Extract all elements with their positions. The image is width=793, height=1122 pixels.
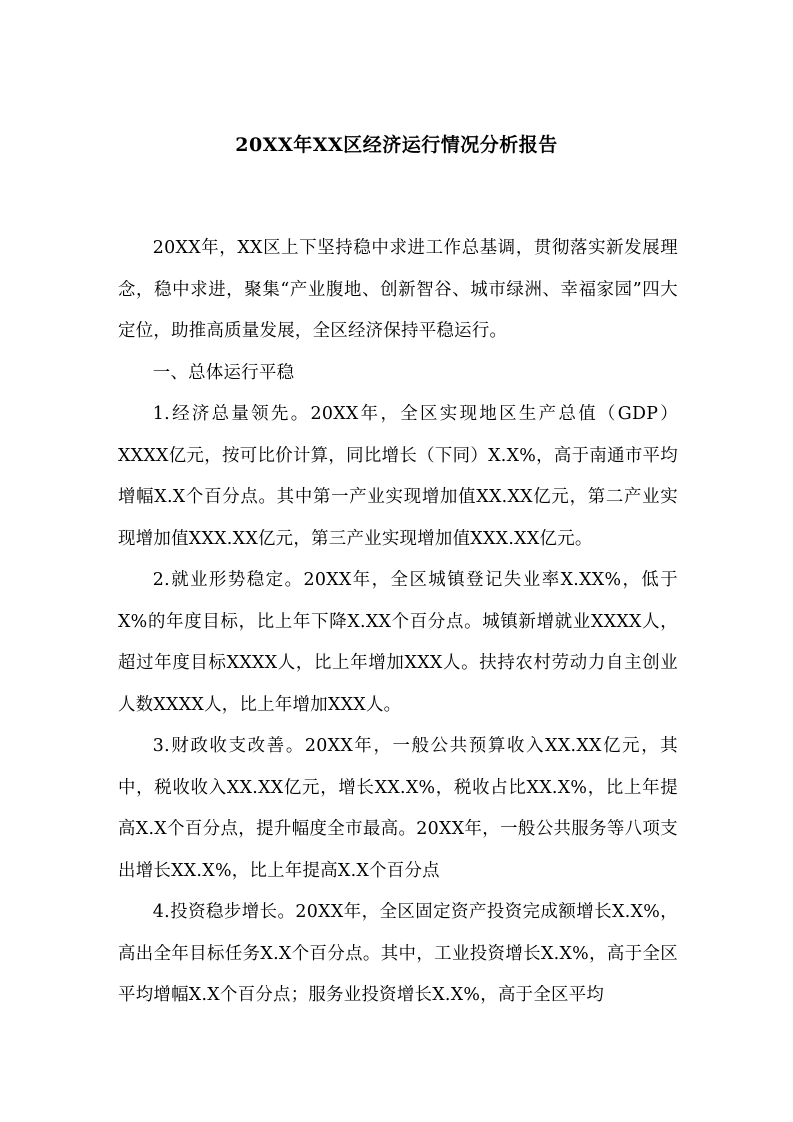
paragraph-economic-total: 1.经济总量领先。20XX年，全区实现地区生产总值（GDP）XXXX亿元，按可比价计算，同比增长（下同）X.X%，高于南通市平均增幅X.X个百分点。其中第一产业实现增加值XX.XX亿元，第二产业实现增加值XXX.XX亿元，第三产业实现增加值XXX.XX亿元。 bbox=[118, 404, 678, 549]
paragraph-fiscal: 3.财政收支改善。20XX年，一般公共预算收入XX.XX亿元，其中，税收收入XX.XX亿元，增长XX.X%，税收占比XX.X%，比上年提高X.X个百分点，提升幅度全市最高。20XX年，一般公共服务等八项支出增长XX.X%，比上年提高X.X个百分点 bbox=[118, 736, 678, 881]
paragraph-employment: 2.就业形势稳定。20XX年，全区城镇登记失业率X.XX%，低于X%的年度目标，比上年下降X.XX个百分点。城镇新增就业XXXX人，超过年度目标XXXX人，比上年增加XXX人。扶持农村劳动力自主创业人数XXXX人，比上年增加XXX人。 bbox=[118, 570, 678, 715]
report-title: 20XX年XX区经济运行情况分析报告 bbox=[235, 134, 558, 156]
intro-paragraph: 20XX年，XX区上下坚持稳中求进工作总基调，贯彻落实新发展理念，稳中求进，聚集“产业腹地、创新智谷、城市绿洲、幸福家园”四大定位，助推高质量发展，全区经济保持平稳运行。 bbox=[118, 238, 678, 341]
report-body bbox=[118, 228, 678, 1017]
paragraph-investment: 4.投资稳步增长。20XX年，全区固定资产投资完成额增长X.X%，高出全年目标任务X.X个百分点。其中，工业投资增长X.X%，高于全区平均增幅X.X个百分点；服务业投资增长X.X%，高于全区平均 bbox=[118, 902, 678, 1005]
section-heading-overall: 一、总体运行平稳 bbox=[152, 362, 295, 383]
